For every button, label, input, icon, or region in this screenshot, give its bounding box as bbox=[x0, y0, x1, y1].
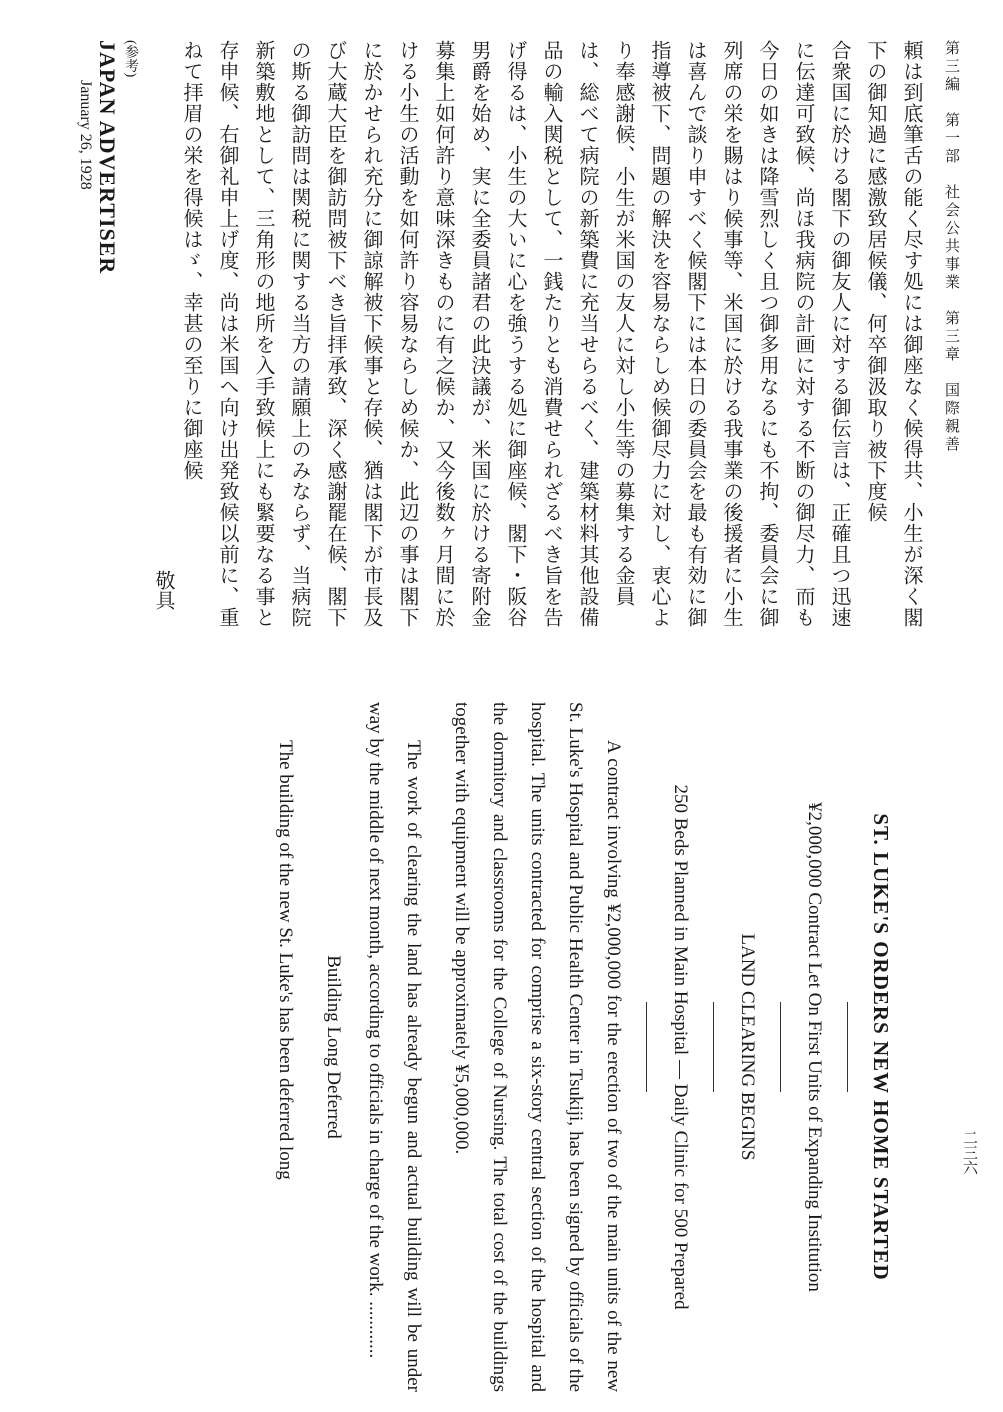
article-title: ST. LUKE'S ORDERS NEW HOME STARTED bbox=[869, 813, 893, 1281]
divider bbox=[847, 1002, 848, 1092]
article-subhead: Building Long Deferred bbox=[323, 955, 344, 1139]
letter-paragraph-2: 合衆国に於ける閣下の御友人に対する御伝言は、正確且つ迅速に伝達可致候、尚ほ我病院の計画に対する不断の御尽力、而も今日の如きは降雪烈しく且つ御多用なるにも不拘、委員会に御列席の栄を賜はり候事等、米国に於ける我事業の後援者に小生は喜んで談り申すべく候閣下には本日の委員会を最も有効に御指導被下、問題の解決を容易ならしめ候御尽力に対し、衷心より奉感謝候、小生が米国の友人に対し小生等の募集する金員は、総べて病院の新築費に充当せらるべく、建築材料其他設備品の輸入関税として、一銭たりとも消費せられざるべき旨を告げ得るは、小生の大いに心を強うする処に御座候、閣下・阪谷男爵を始め、実に全委員諸君の此決議が、米国に於ける寄附金募集上如何許り意味深きものに有之候か、又今後数ヶ月間に於ける小生の活動を如何許り容易ならしめ候か、此辺の事は閣下に於かせられ充分に御諒解被下候事と存候、猶は閣下が市長及び大蔵大臣を御訪問被下べき旨拝承致、深く感謝罷在候、閣下の斯る御訪問は関税に関する当方の請願上のみならず、当病院新築敷地として、三角形の地所を入手致候上にも緊要なる事と存申候、右御礼申上げ度、尚は米国へ向け出発致候以前に、重ねて拝眉の栄を得候はゞ、幸甚の至りに御座候 bbox=[180, 40, 852, 628]
newspaper-name: JAPAN ADVERTISER bbox=[95, 40, 120, 275]
japanese-letter bbox=[60, 40, 930, 630]
letter-paragraph-1: 頼は到底筆舌の能く尽す処には御座なく候得共、小生が深く閣下の御知過に感激致居候儀、何卒御汲取り被下度候 bbox=[864, 40, 924, 628]
article-paragraph-1: A contract involving ¥2,000,000 for the erection of two of the main units of the new St. Luke's Hospital and Public Health Center in Tsukiji, has been signed by officials of the hospital. The units contracted for comprise a six-story central section of the hospital and the dormitory and classrooms for the College of Nursing. The total cost of the buildings together with equipment will be approximately ¥5,000,000. bbox=[451, 702, 624, 1392]
chapter-header: 第三編 第一部 社会公共事業 第三章 国際親善 bbox=[943, 40, 961, 454]
letter-closing: 敬具 bbox=[152, 570, 176, 610]
newspaper-date: January 26, 1928 bbox=[77, 80, 94, 190]
english-article bbox=[50, 702, 900, 1392]
page-number: 二三六 bbox=[961, 1130, 979, 1175]
article-subtitle-1: ¥2,000,000 Contract Let On First Units of Expanding Institution bbox=[804, 802, 825, 1292]
reference-label: (参考) bbox=[123, 40, 138, 78]
article-paragraph-2: The work of clearing the land has already begun and actual building will be under way by the middle of next month, according to officials in charge of the work. ............ bbox=[365, 702, 424, 1392]
divider bbox=[646, 1002, 647, 1092]
article-subtitle-2: LAND CLEARING BEGINS bbox=[737, 933, 758, 1161]
article-subtitle-3: 250 Beds Planned in Main Hospital — Daily Clinic for 500 Prepared bbox=[670, 784, 691, 1310]
divider bbox=[713, 1002, 714, 1092]
divider bbox=[780, 1002, 781, 1092]
article-paragraph-3: The building of the new St. Luke's has been deferred long bbox=[275, 740, 296, 1180]
source-citation bbox=[40, 40, 140, 640]
